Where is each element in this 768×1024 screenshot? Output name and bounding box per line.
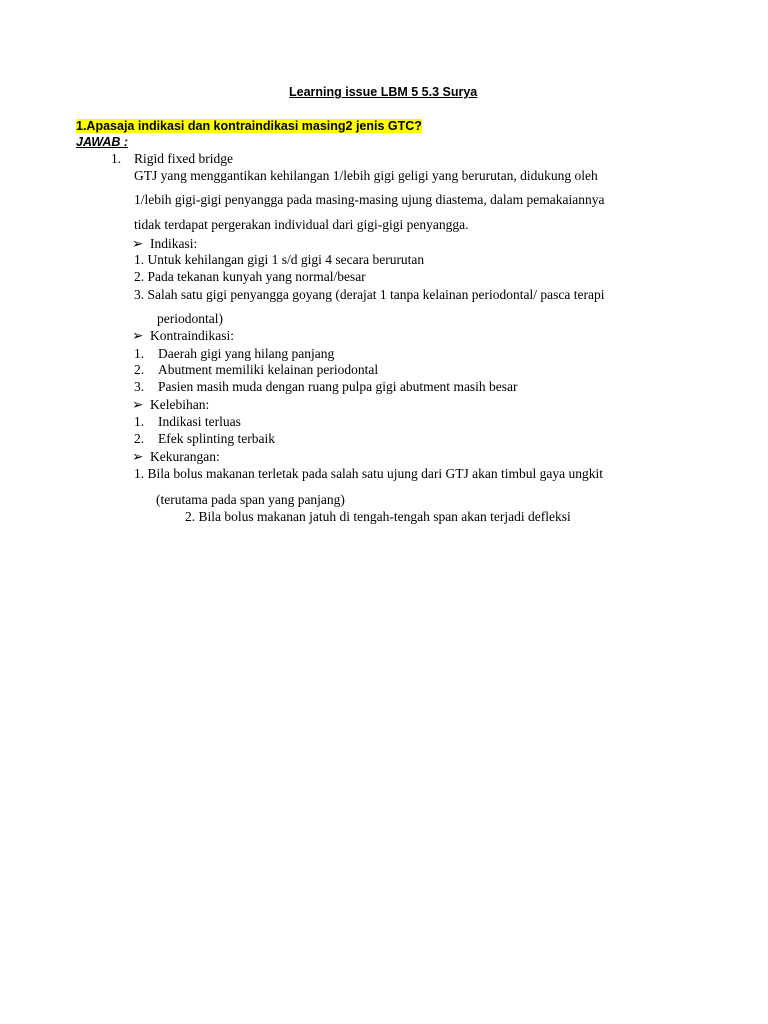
list-number: 1. — [134, 414, 145, 429]
arrow-bullet-icon: ➢ — [132, 236, 144, 251]
indikasi-item-3-continuation: periodontal) — [157, 311, 223, 326]
list-number: 2. — [134, 362, 145, 377]
kekurangan-item-1: 1. Bila bolus makanan terletak pada salah satu ujung dari GTJ akan timbul gaya ungkit — [134, 466, 604, 481]
kelebihan-item-1 — [134, 414, 241, 430]
question-line — [76, 118, 422, 134]
item1-heading: Rigid fixed bridge — [134, 151, 233, 166]
kelebihan-label: Kelebihan: — [150, 397, 210, 412]
list-text: Daerah gigi yang hilang panjang — [158, 346, 335, 361]
kontraindikasi-item-2 — [134, 362, 378, 378]
list-text: Pasien masih muda dengan ruang pulpa gigi abutment masih besar — [158, 379, 518, 394]
kontraindikasi-item-1 — [134, 346, 334, 362]
kontraindikasi-item-3 — [134, 379, 518, 395]
list-text: Indikasi terluas — [158, 414, 241, 429]
item1-number: 1. — [111, 151, 122, 166]
definition-line-1: GTJ yang menggantikan kehilangan 1/lebih gigi geligi yang berurutan, didukung oleh — [134, 168, 598, 183]
kontraindikasi-label: Kontraindikasi: — [150, 328, 234, 343]
kontraindikasi-heading — [132, 328, 234, 344]
indikasi-item-1: 1. Untuk kehilangan gigi 1 s/d gigi 4 secara berurutan — [134, 252, 425, 267]
kekurangan-heading — [132, 449, 220, 465]
list-number: 3. — [134, 379, 145, 394]
indikasi-item-2: 2. Pada tekanan kunyah yang normal/besar — [134, 269, 366, 284]
list-number: 1. — [134, 346, 145, 361]
indikasi-item-3: 3. Salah satu gigi penyangga goyang (derajat 1 tanpa kelainan periodontal/ pasca terapi — [134, 287, 605, 302]
item1-line — [111, 151, 233, 167]
question-text: 1.Apasaja indikasi dan kontraindikasi masing2 jenis GTC? — [76, 119, 422, 133]
definition-line-3: tidak terdapat pergerakan individual dari gigi-gigi penyangga. — [134, 217, 469, 232]
kelebihan-heading — [132, 397, 209, 413]
definition-line-2: 1/lebih gigi-gigi penyangga pada masing-masing ujung diastema, dalam pemakaiannya — [134, 192, 605, 207]
kekurangan-item-1-continuation: (terutama pada span yang panjang) — [156, 492, 345, 507]
document-title: Learning issue LBM 5 5.3 Surya — [289, 85, 478, 99]
kekurangan-label: Kekurangan: — [150, 449, 220, 464]
arrow-bullet-icon: ➢ — [132, 449, 144, 464]
list-text: Abutment memiliki kelainan periodontal — [158, 362, 379, 377]
answer-label: JAWAB : — [76, 135, 129, 149]
list-number: 2. — [134, 431, 145, 446]
arrow-bullet-icon: ➢ — [132, 328, 144, 343]
list-text: Efek splinting terbaik — [158, 431, 275, 446]
indikasi-heading — [132, 236, 197, 252]
indikasi-label: Indikasi: — [150, 236, 198, 251]
arrow-bullet-icon: ➢ — [132, 397, 144, 412]
kelebihan-item-2 — [134, 431, 275, 447]
kekurangan-item-2: 2. Bila bolus makanan jatuh di tengah-tengah span akan terjadi defleksi — [185, 509, 571, 524]
